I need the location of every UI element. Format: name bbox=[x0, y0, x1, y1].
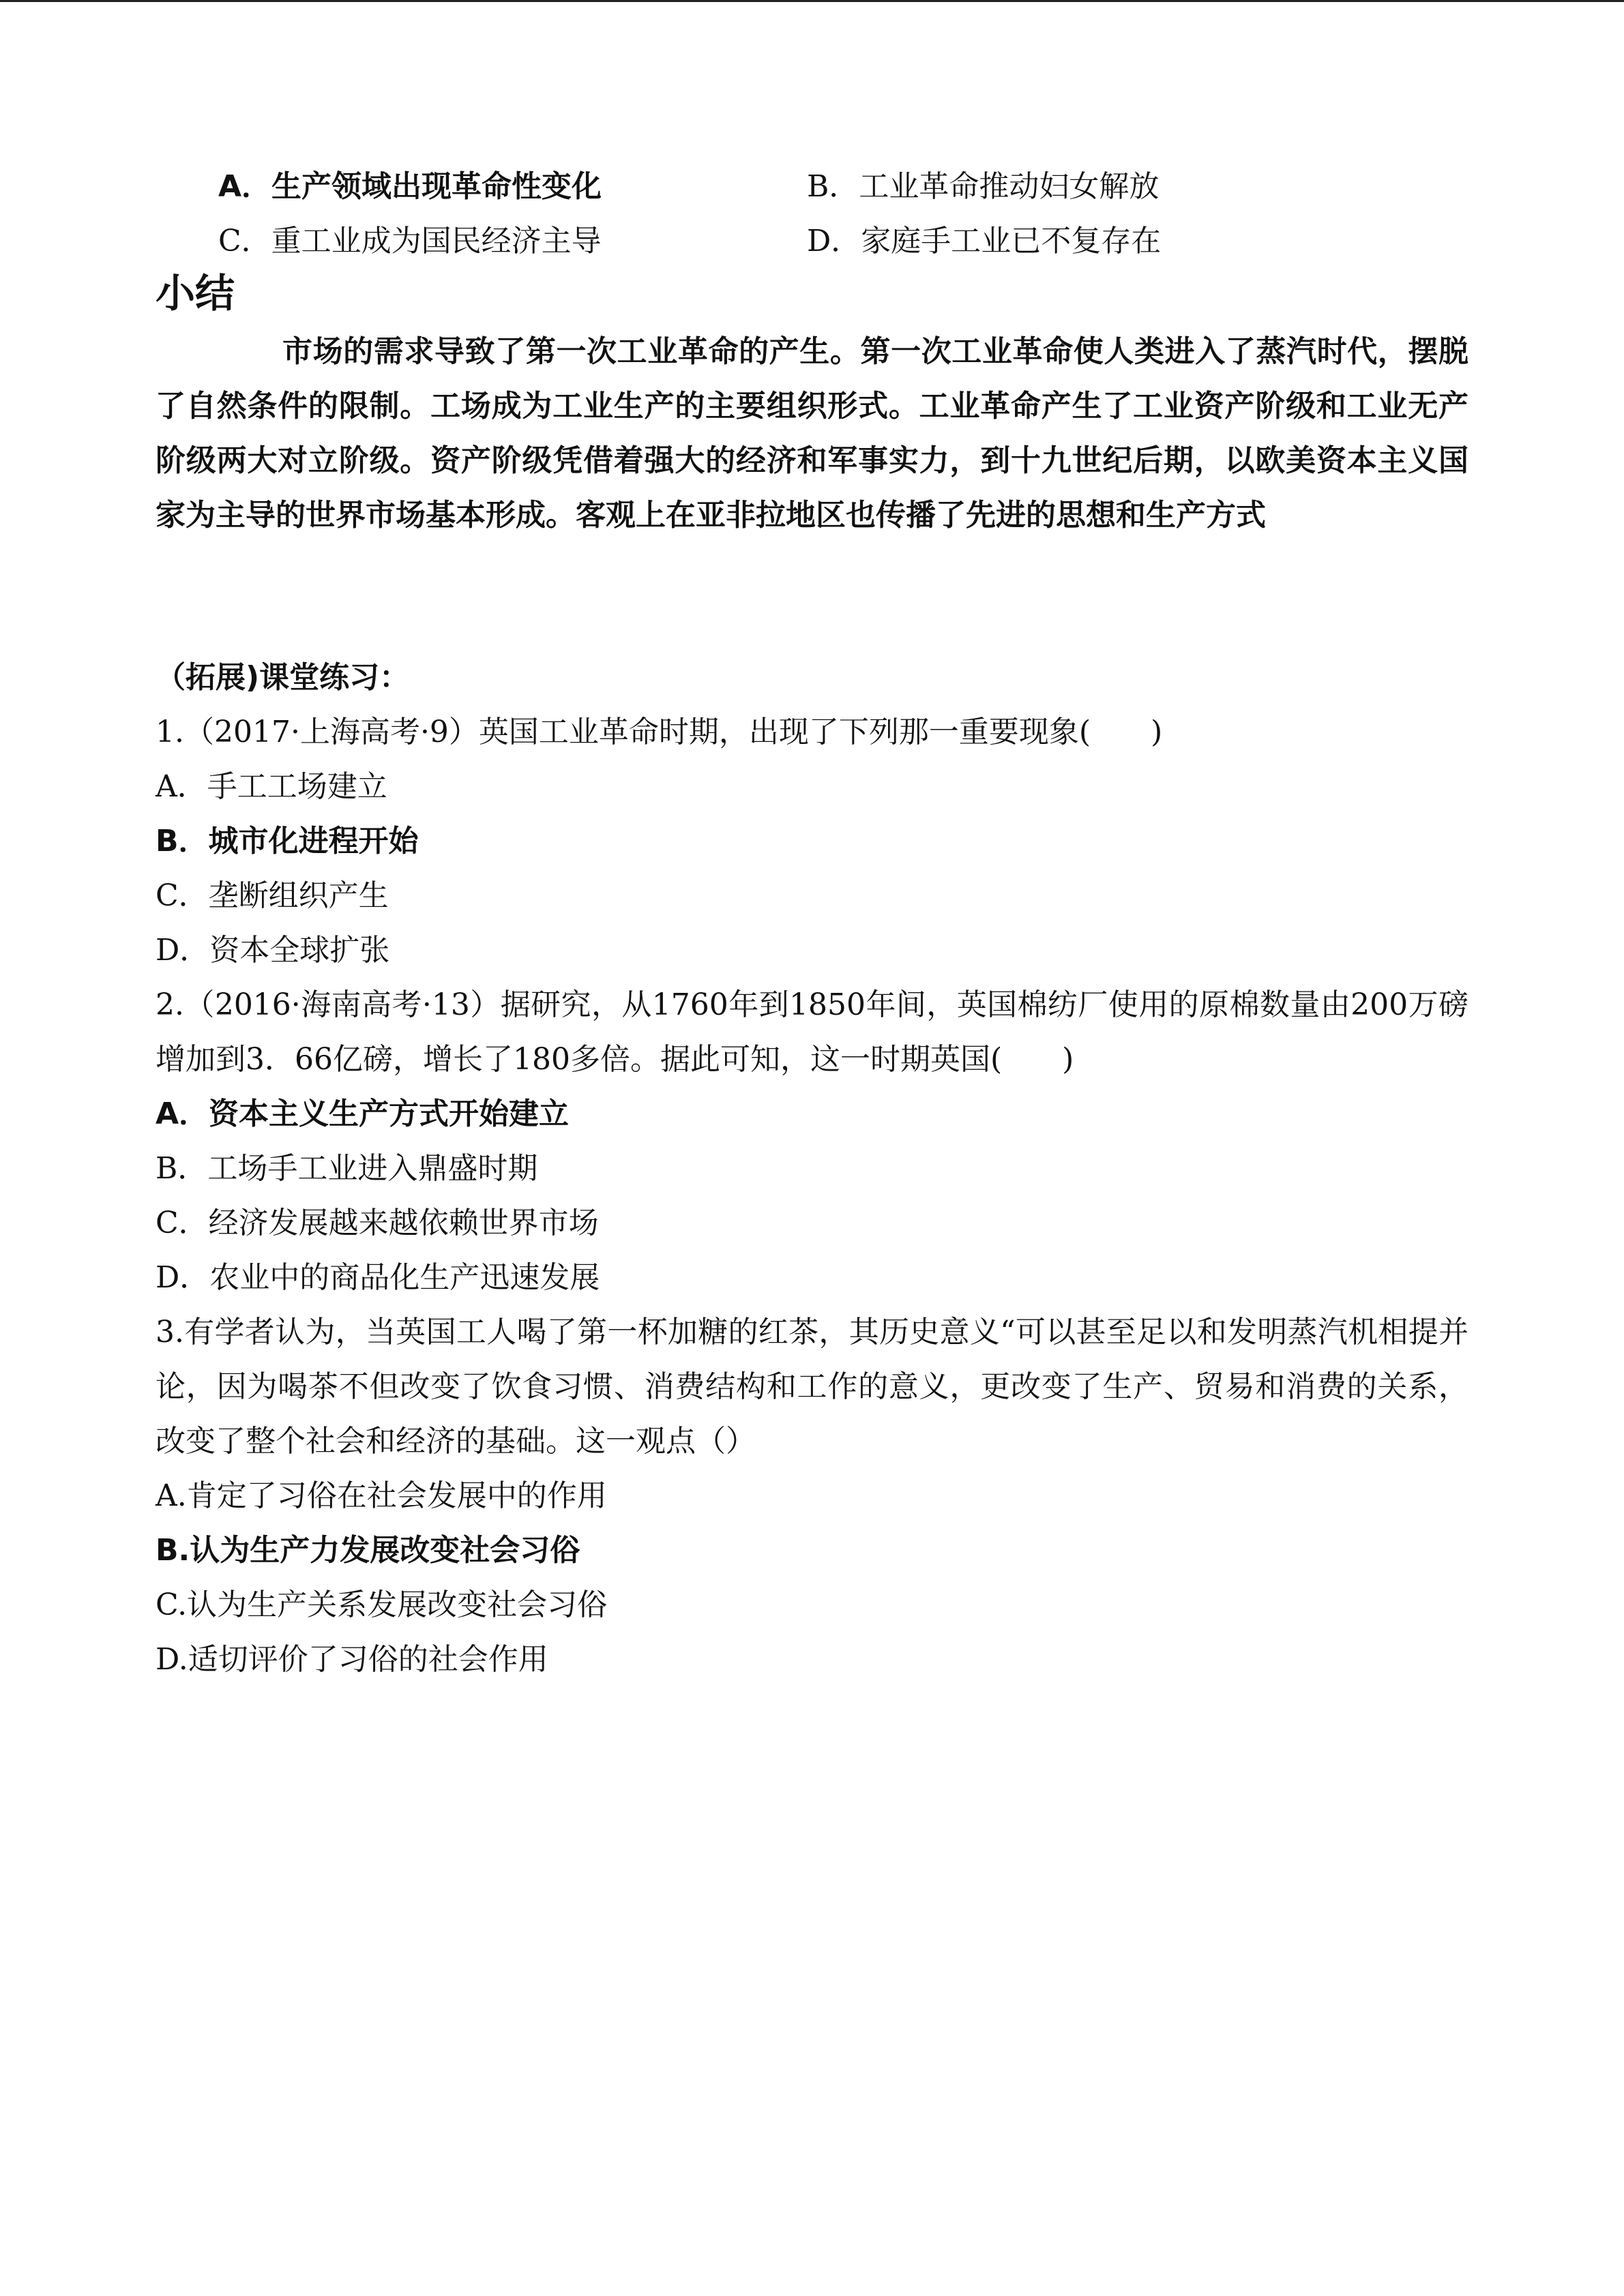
question-1-option-b: B．城市化进程开始 bbox=[156, 824, 419, 859]
question-2-option-c: C．经济发展越来越依赖世界市场 bbox=[156, 1206, 599, 1240]
exercise-heading: （拓展)课堂练习： bbox=[156, 660, 410, 695]
question-3-option-b: B.认为生产力发展改变社会习俗 bbox=[156, 1533, 580, 1568]
prev-option-a: A．生产领域出现革命性变化 bbox=[218, 169, 602, 204]
question-3-stem: 3.有学者认为，当英国工人喝了第一杯加糖的红茶，其历史意义“可以甚至足以和发明蒸汽机相提并论，因为喝茶不但改变了饮食习惯、消费结构和工作的意义，更改变了生产、贸易和消费的关系，改变了整个社会和经济的基础。这一观点（） bbox=[156, 1315, 1468, 1459]
page-top-border bbox=[0, 0, 1624, 2]
question-2-stem: 2.（2016·海南高考·13）据研究，从1760年到1850年间，英国棉纺厂使用的原棉数量由200万磅增加到3．66亿磅，增长了180多倍。据此可知，这一时期英国( ) bbox=[156, 987, 1468, 1077]
question-1-option-d: D．资本全球扩张 bbox=[156, 933, 390, 968]
summary-text: 市场的需求导致了第一次工业革命的产生。第一次工业革命使人类进入了蒸汽时代，摆脱了自然条件的限制。工场成为工业生产的主要组织形式。工业革命产生了工业资产阶级和工业无产阶级两大对立阶级。资产阶级凭借着强大的经济和军事实力，到十九世纪后期，以欧美资本主义国家为主导的世界市场基本形成。客观上在亚非拉地区也传播了先进的思想和生产方式 bbox=[156, 334, 1468, 533]
question-2-option-d: D．农业中的商品化生产迅速发展 bbox=[156, 1260, 600, 1295]
question-3-option-d: D.适切评价了习俗的社会作用 bbox=[156, 1642, 548, 1677]
prev-option-b: B．工业革命推动妇女解放 bbox=[807, 169, 1160, 204]
prev-option-d: D．家庭手工业已不复存在 bbox=[807, 224, 1162, 258]
question-1-option-c: C．垄断组织产生 bbox=[156, 878, 389, 913]
question-1-stem: 1.（2017·上海高考·9）英国工业革命时期，出现了下列那一重要现象( ) bbox=[156, 715, 1163, 749]
prev-option-c: C．重工业成为国民经济主导 bbox=[218, 224, 602, 258]
summary-heading: 小结 bbox=[156, 270, 235, 316]
question-2-option-a: A．资本主义生产方式开始建立 bbox=[156, 1097, 570, 1131]
question-3-option-a: A.肯定了习俗在社会发展中的作用 bbox=[156, 1478, 607, 1513]
question-2-option-b: B．工场手工业进入鼎盛时期 bbox=[156, 1151, 538, 1186]
question-3-option-c: C.认为生产关系发展改变社会习俗 bbox=[156, 1587, 608, 1622]
question-1-option-a: A．手工工场建立 bbox=[156, 769, 387, 804]
